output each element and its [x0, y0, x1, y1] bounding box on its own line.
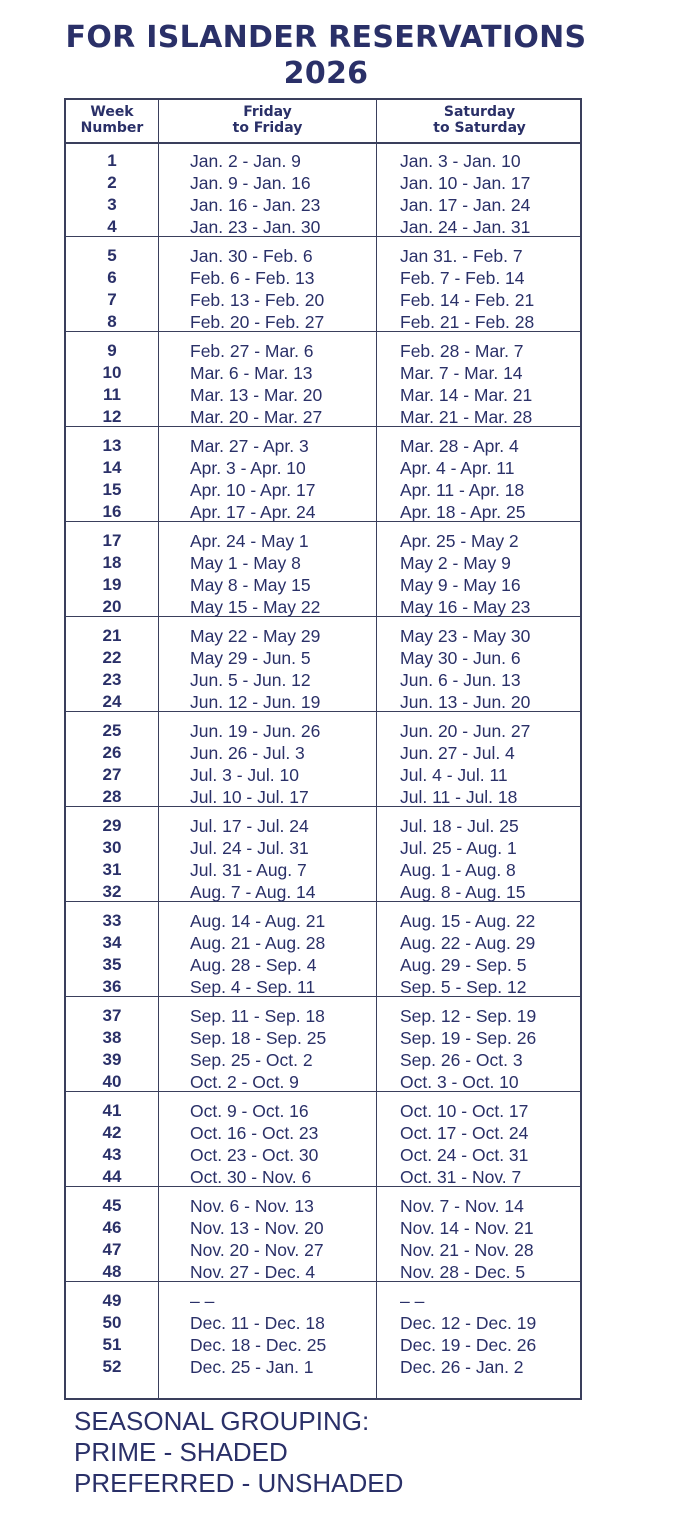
week-number-cell: 11 [103, 385, 121, 404]
friday-range-cell: Nov. 13 - Nov. 20 [190, 1218, 324, 1238]
week-number-cell: 32 [102, 882, 122, 901]
week-number-cell: 16 [102, 502, 122, 521]
header-friday-line2: to Friday [232, 120, 303, 136]
page-year: 2026 [283, 56, 369, 91]
week-number-cell: 49 [102, 1291, 122, 1310]
saturday-range-cell: Oct. 17 - Oct. 24 [400, 1123, 529, 1143]
week-number-cell: 44 [102, 1167, 122, 1186]
saturday-range-cell: Dec. 19 - Dec. 26 [400, 1335, 537, 1355]
saturday-range-cell: Nov. 14 - Nov. 21 [400, 1218, 534, 1238]
friday-range-cell: Aug. 14 - Aug. 21 [190, 911, 326, 931]
table-row [66, 669, 580, 691]
table-row [66, 340, 580, 362]
week-number-cell: 50 [102, 1313, 122, 1332]
week-group [66, 997, 580, 1092]
saturday-range-cell: Sep. 5 - Sep. 12 [400, 977, 527, 997]
table-row [66, 647, 580, 669]
table-row [66, 1122, 580, 1144]
friday-range-cell: Apr. 10 - Apr. 17 [190, 480, 316, 500]
week-group [66, 617, 580, 712]
week-number-cell: 39 [102, 1050, 122, 1069]
saturday-range-cell: Mar. 7 - Mar. 14 [400, 363, 523, 383]
week-number-cell: 8 [107, 312, 117, 331]
friday-range-cell: Sep. 25 - Oct. 2 [190, 1050, 313, 1070]
saturday-range-cell: Feb. 14 - Feb. 21 [400, 290, 535, 310]
week-group [66, 807, 580, 902]
friday-range-cell: Aug. 21 - Aug. 28 [190, 933, 326, 953]
table-row [66, 1195, 580, 1217]
week-number-cell: 22 [102, 648, 122, 667]
table-row [66, 150, 580, 172]
friday-range-cell: Feb. 13 - Feb. 20 [190, 290, 325, 310]
friday-range-cell: Jul. 17 - Jul. 24 [190, 816, 309, 836]
table-row [66, 172, 580, 194]
saturday-range-cell: Mar. 14 - Mar. 21 [400, 385, 533, 405]
table-row [66, 1049, 580, 1071]
table-row [66, 859, 580, 881]
week-number-cell: 36 [102, 977, 122, 996]
week-number-cell: 45 [102, 1196, 122, 1215]
friday-range-cell: Feb. 27 - Mar. 6 [190, 341, 314, 361]
saturday-range-cell: Apr. 11 - Apr. 18 [400, 480, 525, 500]
header-friday-line1: Friday [243, 104, 292, 120]
week-number-cell: 5 [107, 246, 117, 265]
saturday-range-cell: Jul. 11 - Jul. 18 [400, 787, 518, 807]
saturday-range-cell: Sep. 26 - Oct. 3 [400, 1050, 523, 1070]
week-group [66, 522, 580, 617]
table-row [66, 815, 580, 837]
friday-range-cell: May 1 - May 8 [190, 553, 301, 573]
week-number-cell: 23 [102, 670, 122, 689]
header-saturday-to-saturday [377, 104, 582, 136]
saturday-range-cell: Jan 31. - Feb. 7 [400, 246, 523, 266]
friday-range-cell: Oct. 30 - Nov. 6 [190, 1167, 312, 1187]
table-row [66, 720, 580, 742]
table-row [66, 289, 580, 311]
saturday-range-cell: May 30 - Jun. 6 [400, 648, 521, 668]
friday-range-cell: – – [190, 1291, 215, 1311]
saturday-range-cell: Aug. 22 - Aug. 29 [400, 933, 536, 953]
week-number-cell: 35 [102, 955, 122, 974]
week-number-cell: 24 [102, 692, 122, 711]
saturday-range-cell: Jan. 24 - Jan. 31 [400, 217, 531, 237]
saturday-range-cell: Mar. 21 - Mar. 28 [400, 407, 533, 427]
reservations-table [64, 98, 582, 1400]
saturday-range-cell: Dec. 12 - Dec. 19 [400, 1313, 537, 1333]
week-number-cell: 14 [102, 458, 122, 477]
week-number-cell: 31 [102, 860, 122, 879]
week-number-cell: 40 [102, 1072, 122, 1091]
table-row [66, 1027, 580, 1049]
table-row [66, 406, 580, 428]
saturday-range-cell: Feb. 21 - Feb. 28 [400, 312, 535, 332]
saturday-range-cell: May 16 - May 23 [400, 597, 531, 617]
saturday-range-cell: May 2 - May 9 [400, 553, 511, 573]
week-number-cell: 42 [102, 1123, 122, 1142]
friday-range-cell: Aug. 7 - Aug. 14 [190, 882, 316, 902]
friday-range-cell: Jun. 19 - Jun. 26 [190, 721, 321, 741]
friday-range-cell: May 22 - May 29 [190, 626, 321, 646]
page-title: FOR ISLANDER RESERVATIONS [65, 20, 587, 55]
week-number-cell: 18 [102, 553, 122, 572]
week-group [66, 712, 580, 807]
saturday-range-cell: Nov. 28 - Dec. 5 [400, 1262, 526, 1282]
saturday-range-cell: Jan. 10 - Jan. 17 [400, 173, 531, 193]
saturday-range-cell: Nov. 7 - Nov. 14 [400, 1196, 524, 1216]
friday-range-cell: Mar. 6 - Mar. 13 [190, 363, 313, 383]
friday-range-cell: Apr. 17 - Apr. 24 [190, 502, 316, 522]
friday-range-cell: Oct. 2 - Oct. 9 [190, 1072, 299, 1092]
week-number-cell: 15 [102, 480, 122, 499]
friday-range-cell: Mar. 13 - Mar. 20 [190, 385, 323, 405]
saturday-range-cell: Aug. 1 - Aug. 8 [400, 860, 516, 880]
table-row [66, 954, 580, 976]
saturday-range-cell: May 23 - May 30 [400, 626, 531, 646]
table-row [66, 625, 580, 647]
saturday-range-cell: Jul. 25 - Aug. 1 [400, 838, 517, 858]
week-group [66, 1092, 580, 1187]
legend-seasonal-grouping: SEASONAL GROUPING: [74, 1406, 370, 1436]
friday-range-cell: Nov. 27 - Dec. 4 [190, 1262, 316, 1282]
friday-range-cell: Jun. 12 - Jun. 19 [190, 692, 321, 712]
saturday-range-cell: Apr. 4 - Apr. 11 [400, 458, 515, 478]
friday-range-cell: Jul. 3 - Jul. 10 [190, 765, 299, 785]
friday-range-cell: Apr. 24 - May 1 [190, 531, 309, 551]
saturday-range-cell: Sep. 12 - Sep. 19 [400, 1006, 537, 1026]
saturday-range-cell: Jan. 3 - Jan. 10 [400, 151, 521, 171]
friday-range-cell: Apr. 3 - Apr. 10 [190, 458, 306, 478]
table-row [66, 501, 580, 523]
week-number-cell: 43 [102, 1145, 122, 1164]
header-friday-to-friday [159, 104, 376, 136]
friday-range-cell: Mar. 20 - Mar. 27 [190, 407, 323, 427]
table-row [66, 910, 580, 932]
table-row [66, 786, 580, 808]
table-row [66, 881, 580, 903]
table-row [66, 457, 580, 479]
week-number-cell: 1 [107, 151, 117, 170]
table-row [66, 1261, 580, 1283]
friday-range-cell: Jan. 16 - Jan. 23 [190, 195, 321, 215]
week-number-cell: 33 [102, 911, 122, 930]
friday-range-cell: Jul. 10 - Jul. 17 [190, 787, 309, 807]
saturday-range-cell: Oct. 31 - Nov. 7 [400, 1167, 522, 1187]
table-row [66, 1217, 580, 1239]
week-number-cell: 7 [107, 290, 117, 309]
week-number-cell: 6 [107, 268, 117, 287]
saturday-range-cell: May 9 - May 16 [400, 575, 521, 595]
table-row [66, 574, 580, 596]
week-number-cell: 30 [102, 838, 122, 857]
table-row [66, 1312, 580, 1334]
week-number-cell: 51 [102, 1335, 122, 1354]
table-row [66, 1144, 580, 1166]
table-row [66, 194, 580, 216]
week-number-cell: 48 [102, 1262, 122, 1281]
table-row [66, 976, 580, 998]
friday-range-cell: Mar. 27 - Apr. 3 [190, 436, 309, 456]
table-row [66, 1100, 580, 1122]
friday-range-cell: Sep. 11 - Sep. 18 [190, 1006, 325, 1026]
friday-range-cell: Jan. 30 - Feb. 6 [190, 246, 313, 266]
saturday-range-cell: Oct. 3 - Oct. 10 [400, 1072, 519, 1092]
week-number-cell: 10 [102, 363, 122, 382]
friday-range-cell: Jul. 31 - Aug. 7 [190, 860, 307, 880]
saturday-range-cell: Apr. 18 - Apr. 25 [400, 502, 526, 522]
week-number-cell: 47 [102, 1240, 122, 1259]
table-row [66, 362, 580, 384]
friday-range-cell: Jan. 23 - Jan. 30 [190, 217, 321, 237]
saturday-range-cell: Jul. 18 - Jul. 25 [400, 816, 519, 836]
saturday-range-cell: Apr. 25 - May 2 [400, 531, 519, 551]
saturday-range-cell: Oct. 10 - Oct. 17 [400, 1101, 529, 1121]
saturday-range-cell: Nov. 21 - Nov. 28 [400, 1240, 534, 1260]
saturday-range-cell: Oct. 24 - Oct. 31 [400, 1145, 529, 1165]
week-number-cell: 20 [102, 597, 122, 616]
legend-prime: PRIME - SHADED [74, 1437, 288, 1467]
table-row [66, 1334, 580, 1356]
table-row [66, 216, 580, 238]
friday-range-cell: Dec. 11 - Dec. 18 [190, 1313, 325, 1333]
saturday-range-cell: Sep. 19 - Sep. 26 [400, 1028, 537, 1048]
friday-range-cell: Jun. 5 - Jun. 12 [190, 670, 311, 690]
table-row [66, 742, 580, 764]
friday-range-cell: Dec. 18 - Dec. 25 [190, 1335, 327, 1355]
table-row [66, 764, 580, 786]
header-week-number [66, 104, 158, 136]
week-group [66, 1282, 580, 1396]
table-row [66, 384, 580, 406]
header-saturday-line1: Saturday [443, 104, 516, 120]
saturday-range-cell: Jan. 17 - Jan. 24 [400, 195, 531, 215]
week-group [66, 332, 580, 427]
week-number-cell: 4 [107, 217, 117, 236]
table-row [66, 435, 580, 457]
table-row [66, 1005, 580, 1027]
friday-range-cell: Nov. 6 - Nov. 13 [190, 1196, 314, 1216]
week-number-cell: 27 [102, 765, 122, 784]
friday-range-cell: Sep. 4 - Sep. 11 [190, 977, 316, 997]
saturday-range-cell: Jun. 20 - Jun. 27 [400, 721, 531, 741]
friday-range-cell: Nov. 20 - Nov. 27 [190, 1240, 324, 1260]
table-row [66, 530, 580, 552]
saturday-range-cell: – – [400, 1291, 425, 1311]
week-number-cell: 52 [102, 1357, 122, 1376]
week-number-cell: 21 [102, 626, 122, 645]
week-number-cell: 46 [102, 1218, 122, 1237]
saturday-range-cell: Aug. 15 - Aug. 22 [400, 911, 536, 931]
table-row [66, 1166, 580, 1188]
table-row [66, 1290, 580, 1312]
week-number-cell: 13 [102, 436, 122, 455]
friday-range-cell: Jun. 26 - Jul. 3 [190, 743, 305, 763]
week-group [66, 237, 580, 332]
friday-range-cell: Oct. 16 - Oct. 23 [190, 1123, 319, 1143]
friday-range-cell: Oct. 9 - Oct. 16 [190, 1101, 309, 1121]
table-header [66, 100, 580, 144]
table-row [66, 552, 580, 574]
week-number-cell: 26 [102, 743, 122, 762]
table-row [66, 932, 580, 954]
week-number-cell: 28 [102, 787, 122, 806]
saturday-range-cell: Jun. 13 - Jun. 20 [400, 692, 531, 712]
table-row [66, 1071, 580, 1093]
table-row [66, 596, 580, 618]
saturday-range-cell: Jun. 27 - Jul. 4 [400, 743, 515, 763]
friday-range-cell: Feb. 20 - Feb. 27 [190, 312, 325, 332]
week-number-cell: 17 [102, 531, 122, 550]
week-number-cell: 38 [102, 1028, 122, 1047]
friday-range-cell: May 29 - Jun. 5 [190, 648, 311, 668]
week-number-cell: 3 [107, 195, 117, 214]
week-number-cell: 25 [102, 721, 122, 740]
saturday-range-cell: Jun. 6 - Jun. 13 [400, 670, 521, 690]
table-row [66, 479, 580, 501]
legend-preferred: PREFERRED - UNSHADED [74, 1468, 404, 1498]
friday-range-cell: Aug. 28 - Sep. 4 [190, 955, 317, 975]
table-row [66, 311, 580, 333]
week-number-cell: 37 [102, 1006, 122, 1025]
friday-range-cell: Dec. 25 - Jan. 1 [190, 1357, 314, 1377]
friday-range-cell: Sep. 18 - Sep. 25 [190, 1028, 327, 1048]
friday-range-cell: Feb. 6 - Feb. 13 [190, 268, 315, 288]
friday-range-cell: Jan. 9 - Jan. 16 [190, 173, 311, 193]
table-row [66, 245, 580, 267]
header-week-line1: Week [90, 104, 134, 120]
saturday-range-cell: Feb. 28 - Mar. 7 [400, 341, 524, 361]
friday-range-cell: May 8 - May 15 [190, 575, 311, 595]
week-number-cell: 19 [102, 575, 122, 594]
table-row [66, 837, 580, 859]
saturday-range-cell: Jul. 4 - Jul. 11 [400, 765, 508, 785]
saturday-range-cell: Aug. 8 - Aug. 15 [400, 882, 526, 902]
week-number-cell: 2 [107, 173, 117, 192]
saturday-range-cell: Mar. 28 - Apr. 4 [400, 436, 519, 456]
week-number-cell: 12 [102, 407, 122, 426]
week-number-cell: 29 [102, 816, 122, 835]
friday-range-cell: Oct. 23 - Oct. 30 [190, 1145, 319, 1165]
table-row [66, 691, 580, 713]
week-number-cell: 9 [107, 341, 117, 360]
friday-range-cell: Jul. 24 - Jul. 31 [190, 838, 309, 858]
week-group [66, 902, 580, 997]
header-saturday-line2: to Saturday [433, 120, 526, 136]
saturday-range-cell: Dec. 26 - Jan. 2 [400, 1357, 524, 1377]
saturday-range-cell: Aug. 29 - Sep. 5 [400, 955, 527, 975]
saturday-range-cell: Feb. 7 - Feb. 14 [400, 268, 525, 288]
week-number-cell: 41 [102, 1101, 122, 1120]
week-number-cell: 34 [102, 933, 122, 952]
friday-range-cell: Jan. 2 - Jan. 9 [190, 151, 301, 171]
table-row [66, 267, 580, 289]
week-group [66, 142, 580, 237]
week-group [66, 427, 580, 522]
week-group [66, 1187, 580, 1282]
table-row [66, 1239, 580, 1261]
table-row [66, 1356, 580, 1378]
friday-range-cell: May 15 - May 22 [190, 597, 321, 617]
header-week-line2: Number [80, 120, 144, 136]
